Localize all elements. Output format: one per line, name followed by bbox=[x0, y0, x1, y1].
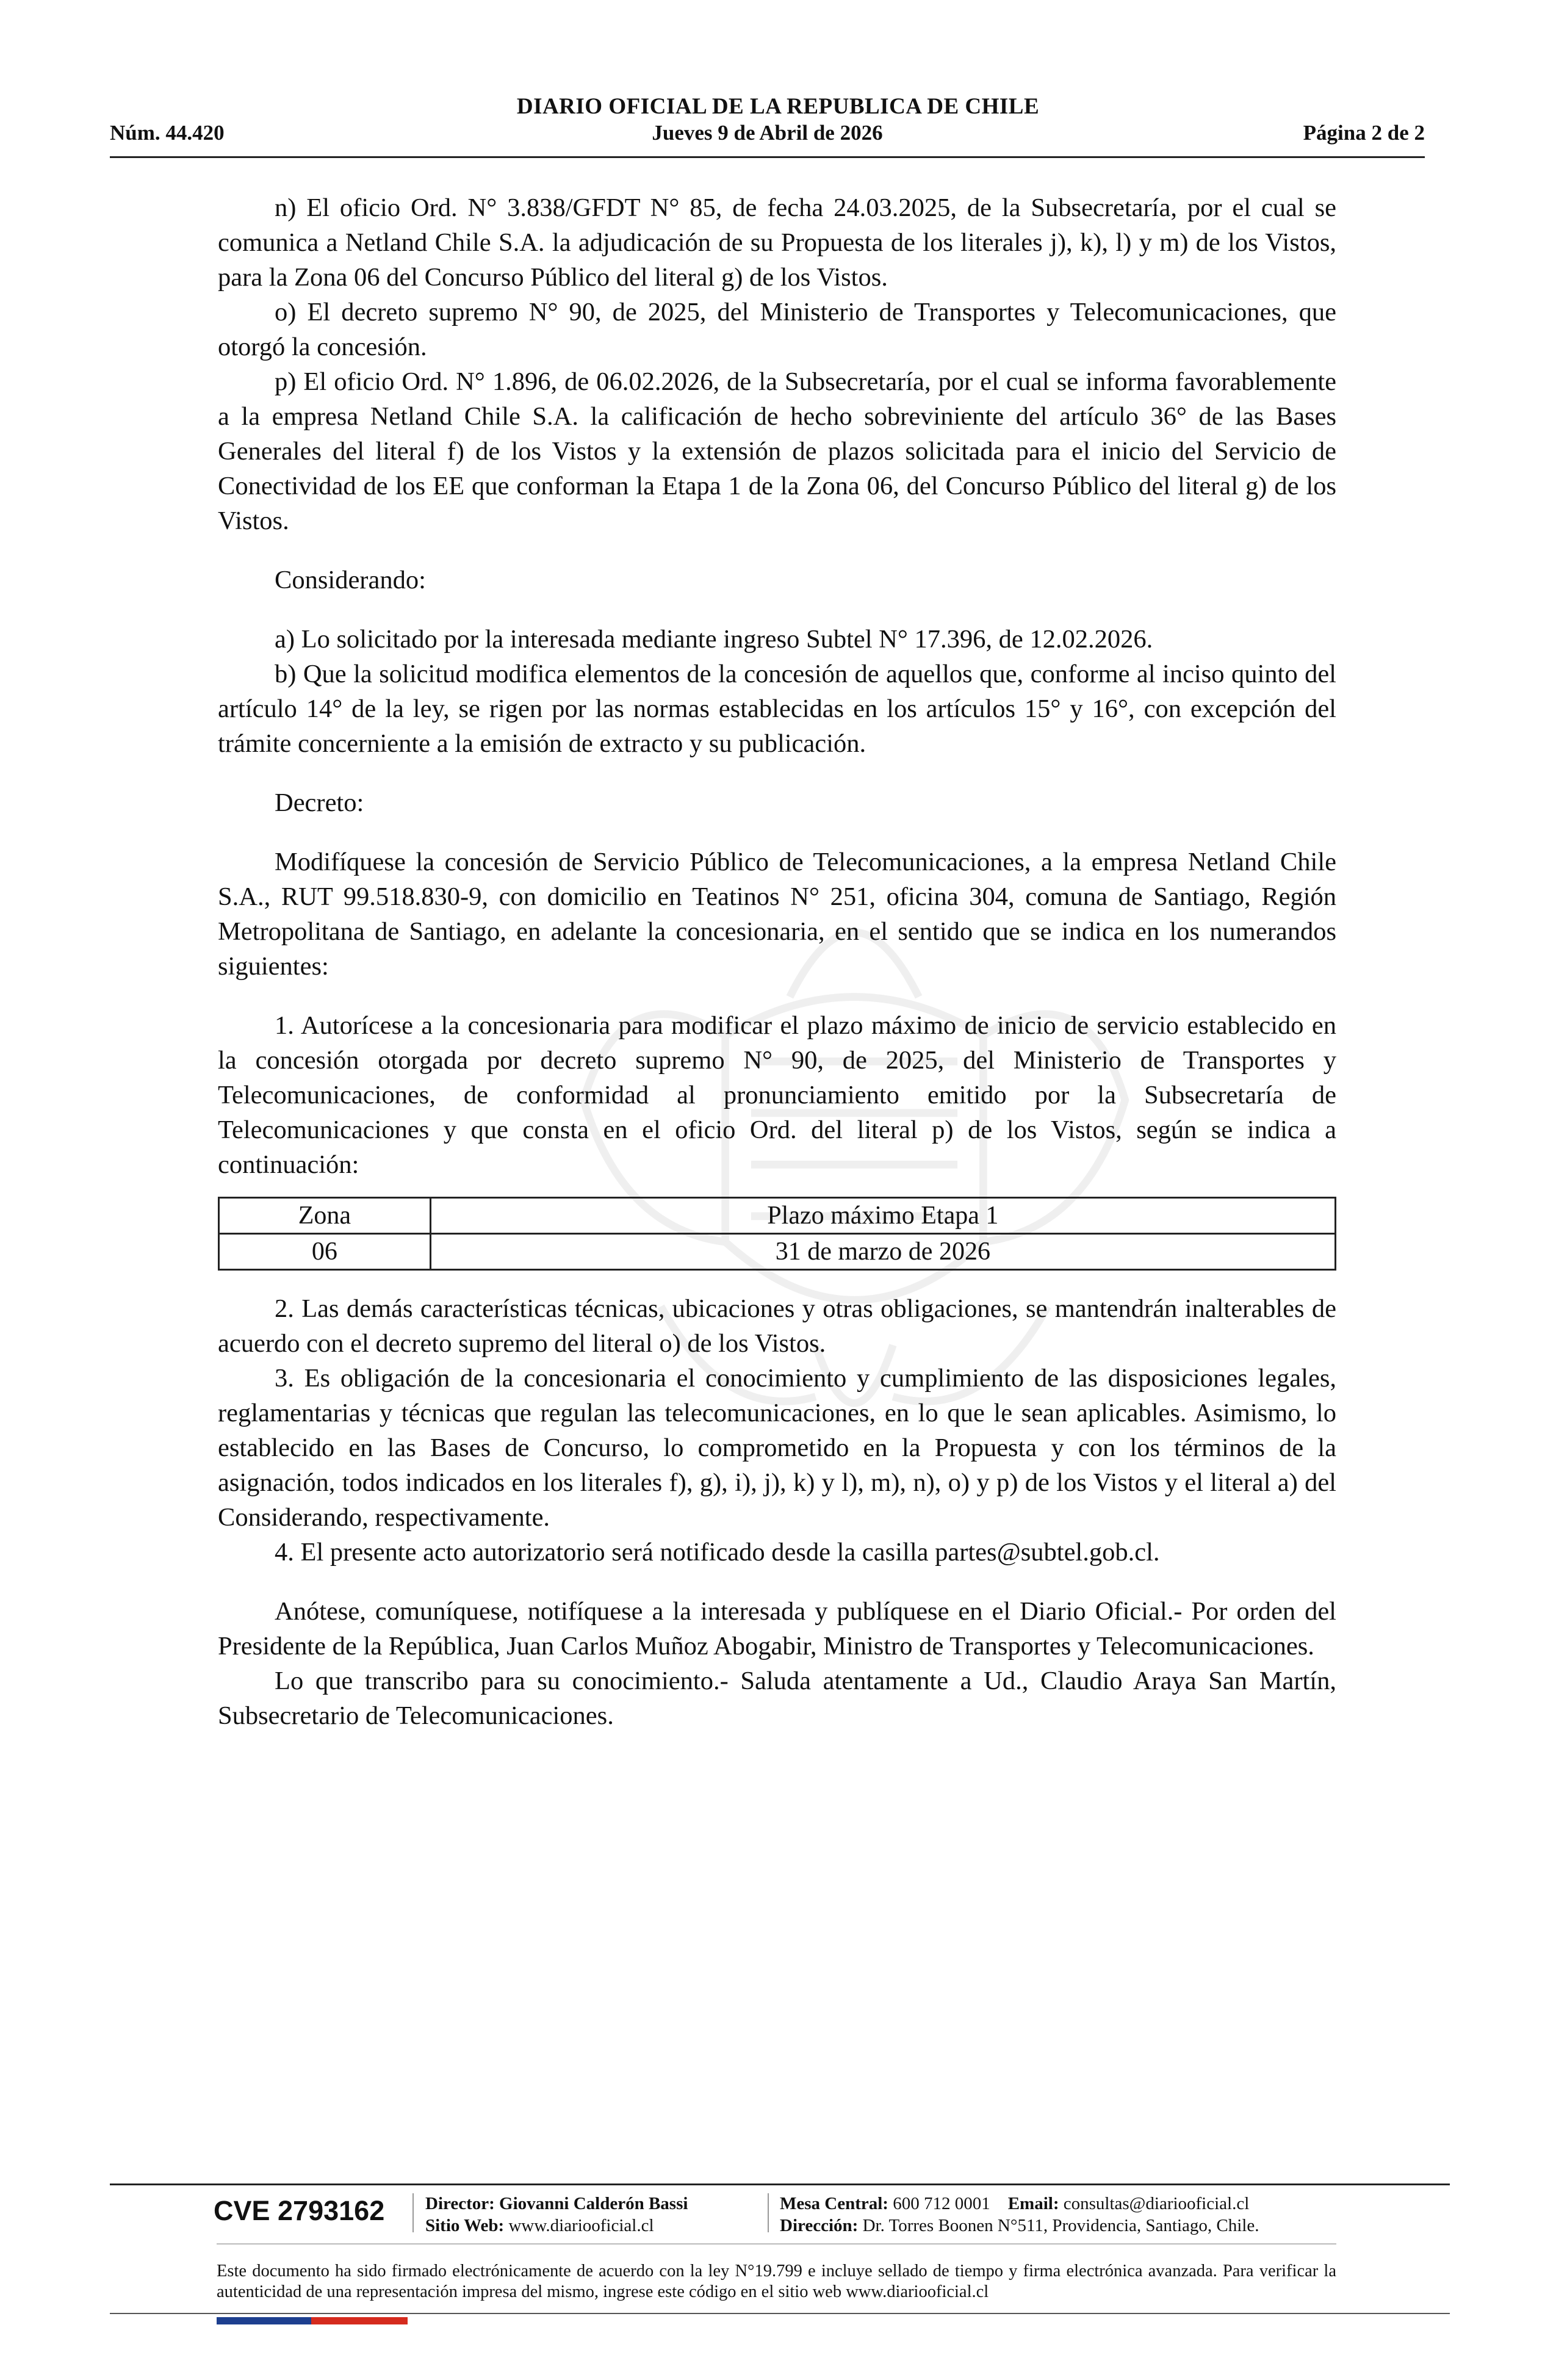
item-3-paragraph: 3. Es obligación de la concesionaria el conocimiento y cumplimiento de las disposiciones legales, reglamentarias y técnicas que regulan las telecomunicaciones, en lo que le sean aplicables. Asimismo, lo establecido en las Bases de Concurso, lo comprometido en la Propuesta y con los términos de la asignación, todos indicados en los literales f), g), i), j), k) y l), m), n), o) y p) de los Vistos y el literal a) del Considerando, respectivamente. bbox=[218, 1364, 1336, 1532]
vistos-p-paragraph: p) El oficio Ord. N° 1.896, de 06.02.2026, de la Subsecretaría, por el cual se informa favorablemente a la empresa Netland Chile S.A. la calificación de hecho sobreviniente del artículo 36° de las Bases Generales del literal f) de los Vistos y la extensión de plazos solicitada para el inicio del Servicio de Conectividad de los EE que conforman la Etapa 1 de la Zona 06, del Concurso Público del literal g) de los Vistos. bbox=[218, 367, 1336, 535]
item-1-paragraph: 1. Autorícese a la concesionaria para modificar el plazo máximo de inicio de servicio establecido en la concesión otorgada por decreto supremo N° 90, de 2025, del Ministerio de Transportes y Telecomunicaciones, de conformidad al pronunciamiento emitido por la Subsecretaría de Telecomunicaciones y que consta en el oficio Ord. del literal p) de los Vistos, según se indica a continuación: bbox=[218, 1011, 1336, 1179]
item-4-paragraph: 4. El presente acto autorizatorio será notificado desde la casilla partes@subtel.gob.cl. bbox=[275, 1538, 1160, 1567]
footer-director-block bbox=[425, 2193, 688, 2237]
decreto-intro-paragraph: Modifíquese la concesión de Servicio Público de Telecomunicaciones, a la empresa Netland Chile S.A., RUT 99.518.830-9, con domicilio en Teatinos N° 251, oficina 304, comuna de Santiago, Región Metropolitana de Santiago, en adelante la concesionaria, en el sentido que se indica en los numerandos siguientes: bbox=[218, 848, 1336, 981]
table-row bbox=[219, 1234, 1336, 1270]
direccion-value: Dr. Torres Boonen N°511, Providencia, Santiago, Chile. bbox=[862, 2216, 1259, 2235]
table-cell-plazo: 31 de marzo de 2026 bbox=[430, 1234, 1335, 1270]
mesa-label: Mesa Central: bbox=[780, 2194, 888, 2213]
footer-top-divider bbox=[110, 2183, 1450, 2185]
footer-separator bbox=[768, 2193, 769, 2232]
footer-contact-block bbox=[780, 2193, 1259, 2237]
mesa-phone: 600 712 0001 bbox=[893, 2194, 990, 2213]
cve-code: CVE 2793162 bbox=[214, 2195, 385, 2226]
page-indicator: Página 2 de 2 bbox=[1303, 121, 1425, 145]
table-header-row bbox=[219, 1198, 1336, 1234]
footer-bottom-divider bbox=[110, 2313, 1450, 2314]
table-header-cell: Plazo máximo Etapa 1 bbox=[430, 1198, 1335, 1234]
considerando-b-paragraph: b) Que la solicitud modifica elementos de la concesión de aquellos que, conforme al inciso quinto del artículo 14° de la ley, se rigen por las normas establecidas en los artículos 15° y 16°, con excepción del trámite concerniente a la emisión de extracto y su publicación. bbox=[218, 660, 1336, 758]
web-link[interactable]: www.diariooficial.cl bbox=[508, 2216, 654, 2235]
issue-date: Jueves 9 de Abril de 2026 bbox=[652, 121, 883, 145]
vistos-n-paragraph: n) El oficio Ord. N° 3.838/GFDT N° 85, de fecha 24.03.2025, de la Subsecretaría, por el cual se comunica a Netland Chile S.A. la adjudicación de su Propuesta de los literales j), k), l) y m) de los Vistos, para la Zona 06 del Concurso Público del literal g) de los Vistos. bbox=[218, 193, 1336, 292]
considerando-a-paragraph: a) Lo solicitado por la interesada mediante ingreso Subtel N° 17.396, de 12.02.2026. bbox=[275, 625, 1153, 654]
closing-paragraph-2: Lo que transcribo para su conocimiento.- Saluda atentamente a Ud., Claudio Araya San Martín, Subsecretario de Telecomunicaciones. bbox=[218, 1667, 1336, 1730]
flag-stripe-blue bbox=[217, 2317, 311, 2324]
email-label: Email: bbox=[1007, 2194, 1059, 2213]
director-label: Director: bbox=[425, 2194, 495, 2213]
closing-paragraph-1: Anótese, comuníquese, notifíquese a la interesada y publíquese en el Diario Oficial.- Por orden del Presidente de la República, Juan Carlos Muñoz Abogabir, Ministro de Transportes y Telecomunicaciones. bbox=[218, 1597, 1336, 1661]
signature-note: Este documento ha sido firmado electrónicamente de acuerdo con la ley N°19.799 e incluye sellado de tiempo y firma electrónica avanzada. Para verificar la autenticidad de una representación impresa del mismo, ingrese este código en el sitio web www.diariooficial.cl bbox=[217, 2262, 1336, 2301]
plazo-table bbox=[218, 1197, 1336, 1271]
direccion-label: Dirección: bbox=[780, 2216, 859, 2235]
vistos-o-paragraph: o) El decreto supremo N° 90, de 2025, del Ministerio de Transportes y Telecomunicaciones, que otorgó la concesión. bbox=[218, 298, 1336, 361]
director-name: Giovanni Calderón Bassi bbox=[499, 2194, 688, 2213]
publication-title: DIARIO OFICIAL DE LA REPUBLICA DE CHILE bbox=[516, 94, 1040, 119]
table-cell-zona: 06 bbox=[219, 1234, 431, 1270]
item-2-paragraph: 2. Las demás características técnicas, ubicaciones y otras obligaciones, se mantendrán inalterables de acuerdo con el decreto supremo del literal o) de los Vistos. bbox=[218, 1294, 1336, 1358]
header-row bbox=[110, 121, 1425, 150]
considerando-heading: Considerando: bbox=[275, 566, 426, 594]
flag-stripe-red bbox=[311, 2317, 408, 2324]
email-link[interactable]: consultas@diariooficial.cl bbox=[1063, 2194, 1250, 2213]
web-label: Sitio Web: bbox=[425, 2216, 505, 2235]
footer-separator bbox=[412, 2193, 414, 2232]
decreto-heading: Decreto: bbox=[275, 788, 364, 817]
document-body bbox=[218, 190, 1336, 1733]
footer-mid-divider bbox=[217, 2243, 1336, 2245]
header-divider bbox=[110, 156, 1425, 158]
issue-number: Núm. 44.420 bbox=[110, 121, 225, 145]
table-header-cell: Zona bbox=[219, 1198, 431, 1234]
